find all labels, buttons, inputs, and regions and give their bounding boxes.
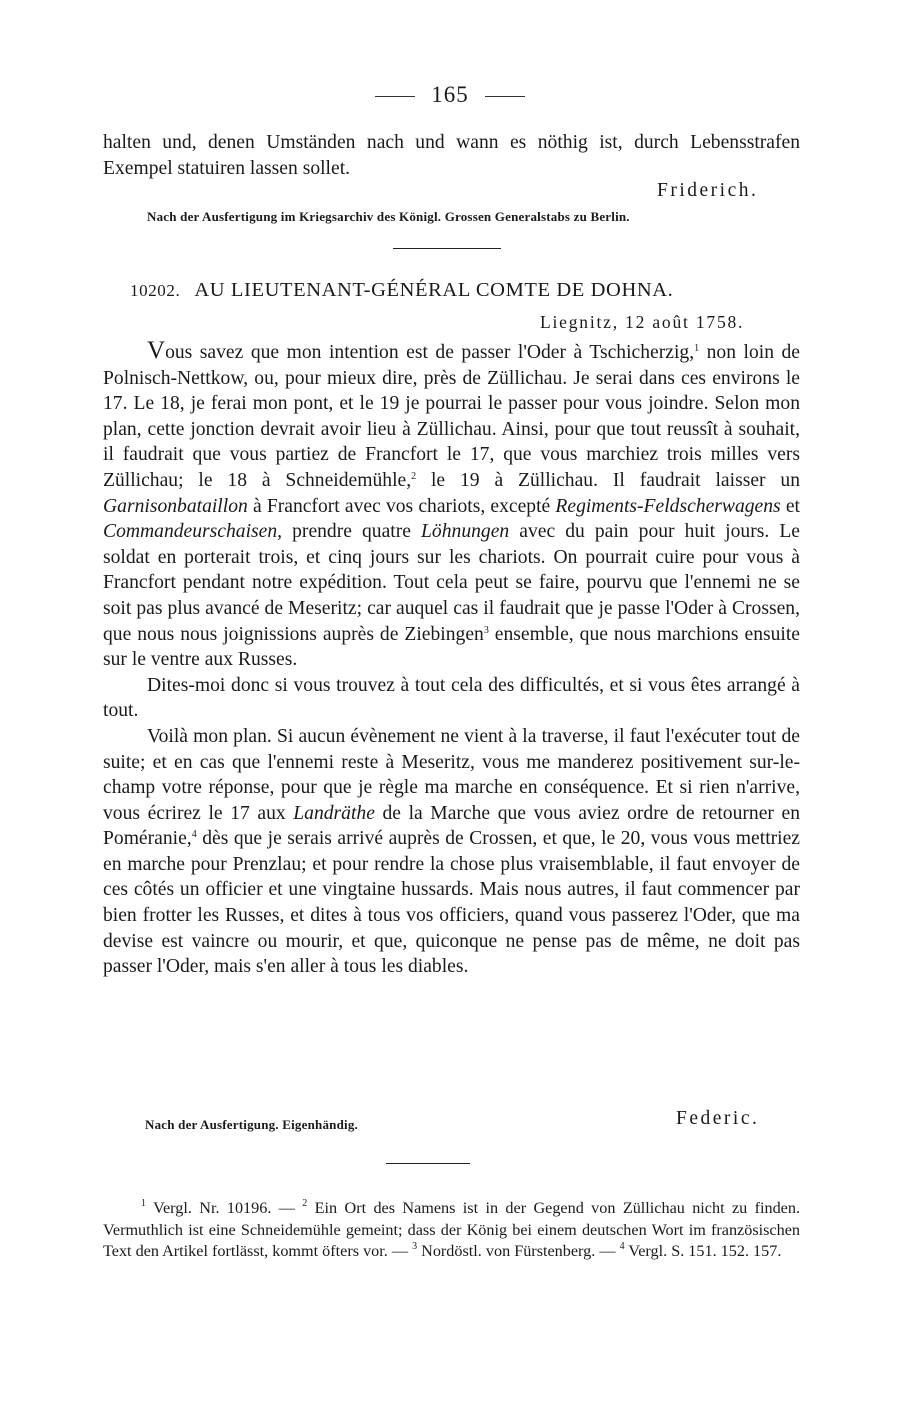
page-number: [0, 82, 900, 108]
page-number-text: 165: [431, 82, 469, 107]
footnote-ref: 2: [411, 470, 417, 482]
letter-dateline: Liegnitz, 12 août 1758.: [540, 312, 745, 332]
letter-paragraph-1: Vous savez que mon intention est de passer l'Oder à Tschicherzig,$^1$ non loin de Polnisch-Nettkow, ou, pour mieux dire, près de Züllichau. Je serai dans ces environs le 17. Le 18, je ferai mon pont, et le 19 je pourrai le passer pour vous joindre. Selon mon plan, cette jonction devrait avoir lieu à Züllichau. Ainsi, pour que tout reussît à souhait, il faudrait que vous partiez de Francfort le 17, que vous marchiez trois milles vers Züllichau; le 18 à Schneidemühle,$^2$ le 19 à Züllichau. Il faudrait laisser un Garnisonbataillon à Francfort avec vos chariots, excepté Regiments-Feldscherwagens et Commandeurschaisen, prendre quatre Löhnungen avec du pain pour huit jours. Le soldat en porterait trois, et cinq jours sur les chariots. On pourrait cuire pour vous à Francfort pendant notre expédition. Tout cela peut se faire, pourvu que l'ennemi ne se soit pas plus avancé de Meseritz; car auquel cas il faudrait que je passe l'Oder à Crossen, que nous nous joignissions auprès de Ziebingen$^3$ ensemble, que nous marchions ensuite sur le ventre aux Russes.: [103, 337, 801, 671]
continuation-text: halten und, denen Umständen nach und wann es nöthig ist, durch Lebensstrafen Exempel statuiren lassen sollet.: [103, 132, 800, 179]
footnote-text: $^1$ Vergl. Nr. 10196. — $^2$ Ein Ort des Namens ist in der Gegend von Züllichau nicht zu finden. Vermuthlich ist eine Schneidemühle gemeint; dass der König bei einem deutschen Wort im französischen Text den Artikel fortlässt, kommt öfters vor. — $^3$ Nordöstl. von Fürstenberg. — $^4$ Vergl. S. 151. 152. 157.: [103, 1198, 800, 1260]
letter-heading: [130, 279, 673, 302]
source-note-1: Nach der Ausfertigung im Kriegsarchiv des Königl. Grossen Generalstabs zu Berlin.: [147, 209, 630, 224]
footnote-ref: 1: [694, 343, 700, 354]
letter-body: [103, 338, 800, 980]
page-number-dash-right: [485, 96, 525, 97]
page-number-dash-left: [375, 96, 415, 97]
italic-term: Commandeurschaisen,: [103, 521, 283, 543]
footnotes: [103, 1198, 800, 1263]
source-note-2: Nach der Ausfertigung. Eigenhändig.: [145, 1117, 358, 1132]
letter-number: 10202.: [130, 281, 181, 300]
previous-letter-ending: [103, 130, 800, 181]
italic-term: Regiments-Feldscherwagens: [555, 495, 781, 517]
italic-term: Garnisonbataillon: [103, 495, 248, 517]
section-divider: [393, 248, 501, 249]
italic-term: Landräthe: [293, 802, 375, 824]
drop-capital: V: [147, 337, 166, 364]
letter-paragraph-3: Voilà mon plan. Si aucun évènement ne vient à la traverse, il faut l'exécuter tout de suite; et en cas que l'ennemi reste à Meseritz, vous me manderez positivement sur-le-champ votre réponse, pour que je règle ma marche en conséquence. Et si rien n'arrive, vous écrirez le 17 aux Landräthe de la Marche que vous aviez ordre de retourner en Poméranie,$^4$ dès que je serais arrivé auprès de Crossen, et que, le 20, vous vous mettriez en marche pour Prenzlau; et pour rendre la chose plus vraisemblable, il faut envoyer de ces côtés un officier et une vingtaine hussards. Mais nous autres, il faut commencer par bien frotter les Russes, et dites à tous vos officiers, quand vous passerez l'Oder, que ma devise est vaincre ou mourir, et que, quiconque ne pense pas de même, ne doit pas passer l'Oder, mais s'en aller à tous les diables.: [103, 725, 800, 978]
footnote-ref: 4: [191, 829, 197, 841]
footnote-divider: [386, 1163, 470, 1164]
italic-term: Löhnungen: [421, 521, 510, 543]
signature-federic: Federic.: [676, 1108, 760, 1129]
footnote-ref: 3: [483, 624, 489, 636]
signature-friderich: Friderich.: [657, 180, 759, 201]
letter-title: AU LIEUTENANT-GÉNÉRAL COMTE DE DOHNA.: [194, 279, 674, 301]
letter-paragraph-2: Dites-moi donc si vous trouvez à tout cela des difficultés, et si vous êtes arrangé à tout.: [103, 674, 800, 722]
